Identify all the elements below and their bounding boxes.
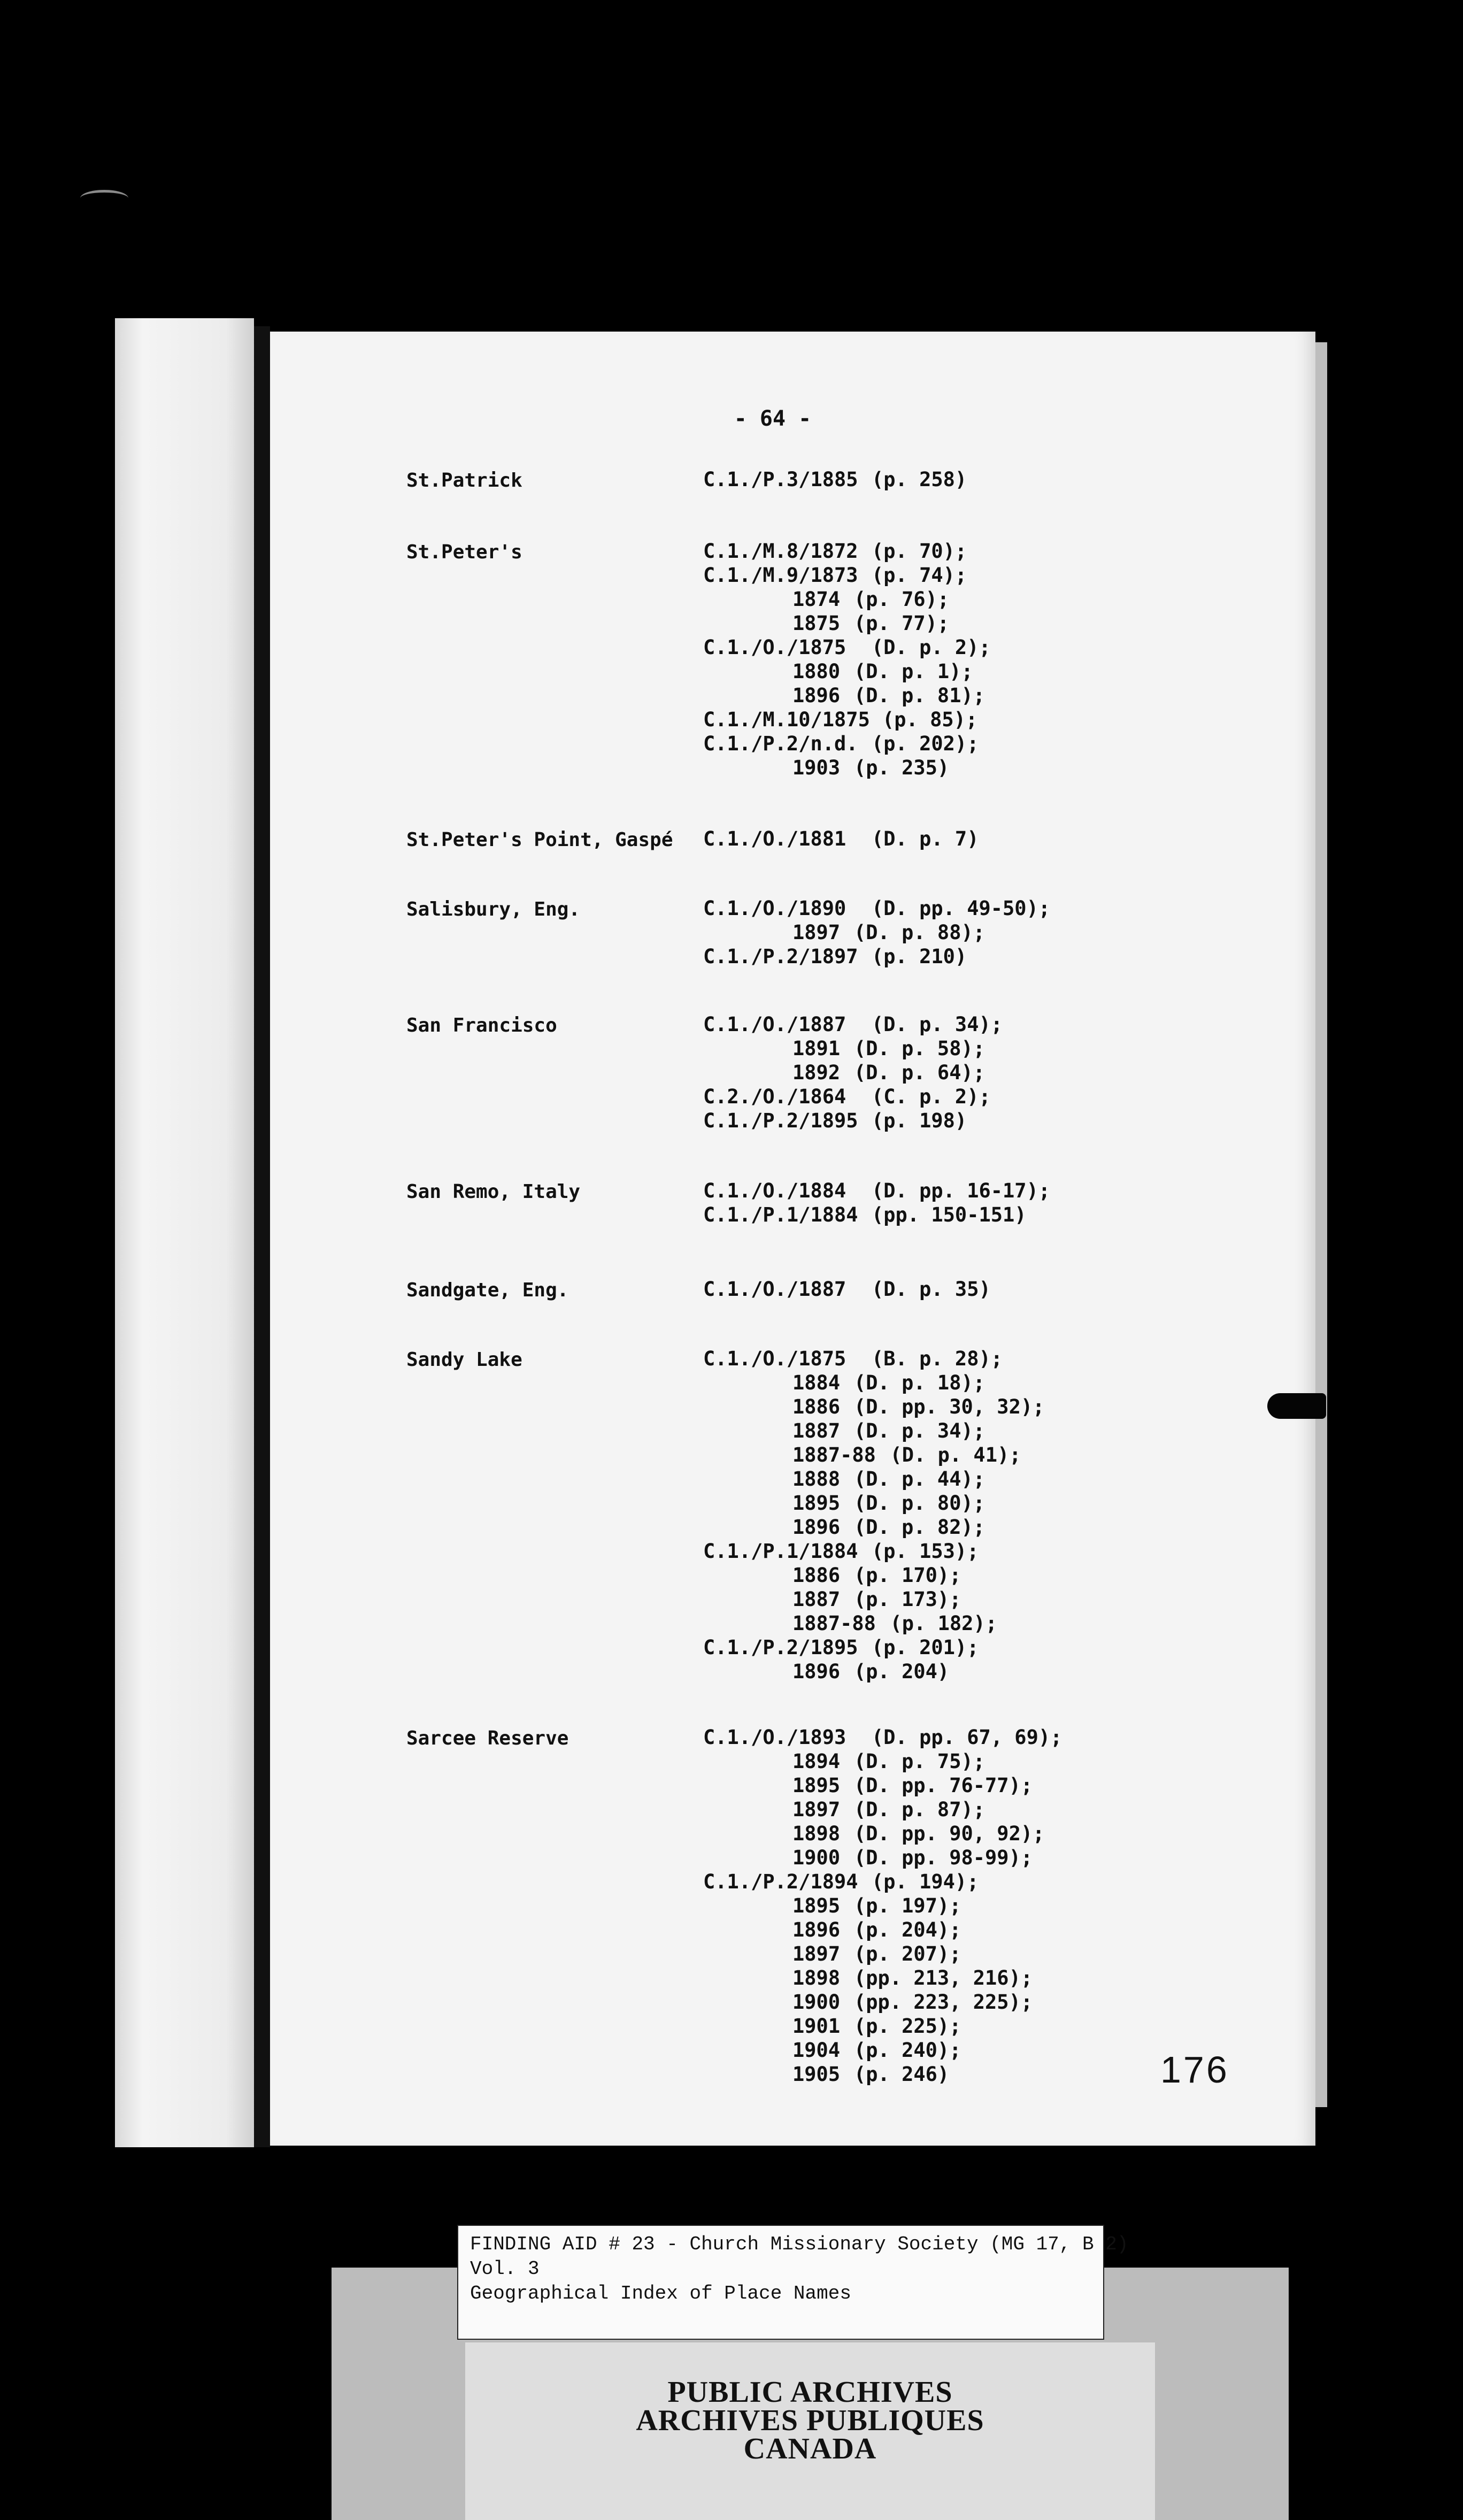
reference-pages: (pp. 223, 225); [854,1991,1033,2014]
right-page-edge [1315,342,1327,2107]
reference-prefix: 1901 [792,2015,841,2038]
reference-prefix: 1887 [792,1419,841,1442]
reference-pages: (D. pp. 16-17); [872,1179,1051,1202]
reference-prefix: 1887-88 [792,1443,876,1466]
reference-prefix: 1887-88 [792,1612,876,1635]
reference-prefix: 1886 [792,1395,841,1418]
reference-pages: (pp. 150-151) [872,1203,1027,1226]
reference-pages: (D. pp. 30, 32); [854,1395,1045,1418]
reference-pages: (D. p. 34); [854,1419,985,1442]
reference-pages: (p. 202); [872,732,979,755]
reference-pages: (p. 153); [872,1540,979,1563]
reference-pages: (D. p. 80); [854,1492,985,1515]
reference-pages: (p. 246) [854,2063,950,2086]
archives-stamp-panel [465,2342,1155,2520]
reference-prefix: C.1./O./1881 [703,827,846,850]
reference-pages: (pp. 213, 216); [854,1966,1033,1989]
place-name: St.Peter's [406,541,522,563]
archives-stamp-line-3: CANADA [743,2432,877,2465]
reference-prefix: 1880 [792,660,841,683]
place-name: San Remo, Italy [406,1181,581,1203]
reference-prefix: 1904 [792,2039,841,2062]
reference-pages: (p. 170); [854,1564,961,1587]
place-name: Sandy Lake [406,1349,522,1371]
left-page-edge [115,318,254,2147]
reference-prefix: C.1./P.2/1895 [703,1636,858,1659]
reference-prefix: 1887 [792,1588,841,1611]
place-name: Salisbury, Eng. [406,898,581,920]
reference-pages: (D. p. 34); [872,1013,1003,1036]
reference-prefix: C.1./P.2/n.d. [703,732,858,755]
reference-pages: (D. pp. 98-99); [854,1846,1033,1869]
reference-prefix: 1897 [792,921,841,944]
finding-aid-label [457,2225,1129,2340]
place-name: Sarcee Reserve [406,1727,569,1749]
reference-pages: (D. p. 88); [854,921,985,944]
sheet-number: 176 [1160,2049,1229,2091]
reference-prefix: C.1./P.3/1885 [703,468,858,491]
reference-pages: (D. p. 87); [854,1798,985,1821]
place-name: St.Peter's Point, Gaspé [406,829,673,851]
reference-pages: (D. p. 2); [872,636,991,659]
reference-pages: (p. 70); [872,540,967,563]
reference-pages: (D. p. 81); [854,684,985,707]
reference-prefix: 1874 [792,588,841,611]
reference-pages: (D. p. 35) [872,1278,991,1301]
reference-pages: (p. 225); [854,2015,961,2038]
reference-prefix: C.1./P.2/1895 [703,1109,858,1132]
place-name: Sandgate, Eng. [406,1279,569,1301]
archives-stamp-line-2: ARCHIVES PUBLIQUES [636,2404,984,2437]
reference-prefix: 1895 [792,1774,841,1797]
reference-pages: (p. 258) [872,468,967,491]
reference-prefix: C.1./O./1887 [703,1013,846,1036]
reference-pages: (p. 74); [872,564,967,587]
reference-pages: (D. p. 44); [854,1468,985,1491]
reference-prefix: 1875 [792,612,841,635]
reference-prefix: 1897 [792,1798,841,1821]
reference-prefix: 1891 [792,1037,841,1060]
page-number: - 64 - [734,406,812,431]
reference-pages: (p. 194); [872,1870,979,1893]
reference-prefix: C.1./P.1/1884 [703,1203,858,1226]
reference-prefix: 1896 [792,1660,841,1683]
reference-prefix: 1900 [792,1991,841,2014]
reference-pages: (D. p. 41); [890,1443,1021,1466]
reference-prefix: C.1./M.10/1875 [703,708,870,731]
reference-prefix: C.1./O./1893 [703,1726,846,1749]
reference-pages: (p. 173); [854,1588,961,1611]
reference-prefix: 1900 [792,1846,841,1869]
reference-prefix: 1894 [792,1750,841,1773]
reference-prefix: 1884 [792,1371,841,1394]
reference-prefix: C.1./P.1/1884 [703,1540,858,1563]
reference-prefix: 1896 [792,1918,841,1941]
finding-aid-subtitle: Geographical Index of Place Names [470,2283,851,2304]
place-name: San Francisco [406,1015,557,1036]
reference-pages: (C. p. 2); [872,1085,991,1108]
reference-prefix: C.1./P.2/1897 [703,945,858,968]
reference-pages: (D. pp. 67, 69); [872,1726,1062,1749]
reference-pages: (p. 182); [890,1612,997,1635]
reference-prefix: C.1./O./1890 [703,897,846,920]
reference-pages: (p. 235) [854,756,950,779]
reference-pages: (p. 210) [872,945,967,968]
reference-prefix: C.2./O./1864 [703,1085,846,1108]
reference-prefix: 1895 [792,1894,841,1917]
reference-prefix: C.1./O./1875 [703,1347,846,1370]
reference-prefix: 1898 [792,1822,841,1845]
reference-prefix: C.1./P.2/1894 [703,1870,858,1893]
reference-pages: (D. p. 18); [854,1371,985,1394]
reference-pages: (p. 76); [854,588,950,611]
reference-pages: (D. p. 64); [854,1061,985,1084]
reference-prefix: C.1./M.9/1873 [703,564,858,587]
reference-pages: (D. p. 7) [872,827,979,850]
reference-pages: (D. pp. 76-77); [854,1774,1033,1797]
finding-aid-title: FINDING AID # 23 - Church Missionary Society (MG 17, B 2) [470,2233,1129,2255]
reference-pages: (D. pp. 90, 92); [854,1822,1045,1845]
reference-prefix: 1897 [792,1942,841,1965]
reference-prefix: C.1./O./1887 [703,1278,846,1301]
finding-aid-volume: Vol. 3 [470,2258,540,2280]
reference-prefix: 1892 [792,1061,841,1084]
place-name: St.Patrick [406,470,522,491]
reference-pages: (D. p. 82); [854,1516,985,1539]
reference-prefix: 1888 [792,1468,841,1491]
reference-pages: (p. 201); [872,1636,979,1659]
reference-prefix: C.1./O./1884 [703,1179,846,1202]
reference-pages: (p. 85); [882,708,978,731]
reference-pages: (p. 240); [854,2039,961,2062]
reference-pages: (p. 197); [854,1894,961,1917]
binder-clip-mark [1267,1393,1326,1419]
reference-pages: (D. p. 1); [854,660,973,683]
archives-stamp-line-1: PUBLIC ARCHIVES [667,2376,953,2409]
reference-pages: (p. 77); [854,612,950,635]
reference-prefix: 1896 [792,684,841,707]
reference-prefix: C.1./M.8/1872 [703,540,858,563]
reference-prefix: C.1./O./1875 [703,636,846,659]
reference-pages: (p. 198) [872,1109,967,1132]
reference-pages: (D. p. 75); [854,1750,985,1773]
reference-pages: (p. 204) [854,1660,950,1683]
reference-prefix: 1886 [792,1564,841,1587]
reference-prefix: 1905 [792,2063,841,2086]
reference-prefix: 1898 [792,1966,841,1989]
reference-pages: (D. pp. 49-50); [872,897,1051,920]
reference-prefix: 1896 [792,1516,841,1539]
reference-pages: (p. 207); [854,1942,961,1965]
reference-pages: (D. p. 58); [854,1037,985,1060]
reference-prefix: 1895 [792,1492,841,1515]
reference-prefix: 1903 [792,756,841,779]
reference-pages: (B. p. 28); [872,1347,1003,1370]
reference-pages: (p. 204); [854,1918,961,1941]
page-gutter [254,326,270,2147]
film-corner-mark [80,190,128,206]
